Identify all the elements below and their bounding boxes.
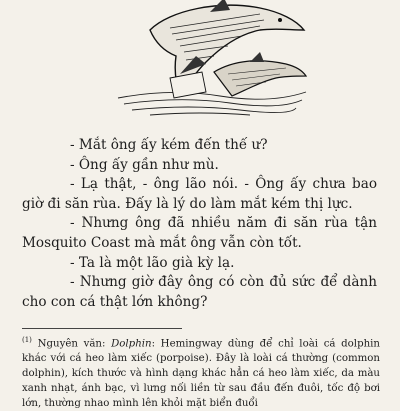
dialogue-line: - Mắt ông ấy kém đến thế ư? [70,137,268,153]
dialogue-line: - Nhưng ông đã nhiều năm đi săn rùa tận Mosquito Coast mà mắt ông vẫn còn tốt. [22,215,377,251]
dialogue-line: - Ta là một lão già kỳ lạ. [70,254,235,271]
dolphin-illustration [110,0,310,118]
footnote-body: : Hemingway dùng để chỉ loài cá dolphin khác với cá heo làm xiếc (porpoise). Đây là loài cá thường (common dolphin), kích thước và hình dạng khác hẳn cá heo làm xiếc, da màu xanh nhạt, ánh bạc, vì lưng nối liền từ sau đầu đến đuôi, tốc độ bơi lớn, thường nhao mình lên khỏi mặt biển đuổi [22,338,380,409]
text-body [22,136,377,312]
footnote-rule [22,328,182,329]
footnote [22,333,380,411]
dialogue-line: - Ông ấy gần như mù. [70,156,219,173]
dialogue-line: - Nhưng giờ đây ông có còn đủ sức để dành cho con cá thật lớn không? [22,274,377,310]
dialogue-line: - Lạ thật, - ông lão nói. - Ông ấy chưa bao giờ đi săn rùa. Đấy là lý do làm mắt kém thị lực. [22,176,377,212]
footnote-marker: (1) [22,336,32,344]
footnote-term: Dolphin [111,338,152,350]
footnote-lead: Nguyên văn: [37,338,106,350]
